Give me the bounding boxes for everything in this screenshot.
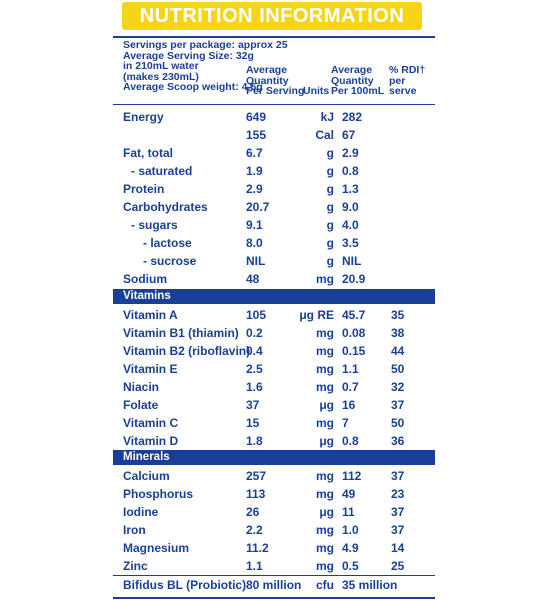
nutrient-name: Vitamin B2 (riboflavin) [123, 344, 251, 358]
per-100ml-value: 0.08 [342, 326, 366, 340]
per-serving-value: 26 [246, 505, 260, 519]
per-100ml-value: 49 [342, 487, 356, 501]
rdi-value: 25 [391, 559, 405, 573]
unit: mg [316, 326, 334, 340]
nutrient-name: Vitamin C [123, 416, 179, 430]
nutrient-name: - lactose [143, 236, 192, 250]
rdi-value: 32 [391, 380, 405, 394]
vitamin-row-niacin [113, 378, 435, 396]
per-100ml-value: 7 [342, 416, 349, 430]
nutrient-name: Fat, total [123, 146, 173, 160]
unit: cfu [316, 578, 334, 592]
unit: mg [316, 541, 334, 555]
header-per-100ml-line2: Quantity [331, 74, 374, 87]
average-serving-size: Average Serving Size: 32g [123, 49, 254, 62]
per-serving-value: 0.4 [246, 344, 263, 358]
header-per-100ml-line1: Average [331, 64, 373, 76]
minerals-title: Minerals [123, 451, 170, 463]
per-100ml-value: 11 [342, 505, 355, 519]
unit: mg [316, 362, 334, 376]
unit: mg [316, 344, 334, 358]
header-per-100ml-line3: Per 100mL [331, 85, 385, 98]
nutrient-name: Magnesium [123, 541, 190, 555]
per-100ml-value: 4.0 [342, 218, 359, 232]
per-serving-value: 105 [246, 308, 267, 322]
rdi-value: 37 [391, 469, 405, 483]
nutrient-name: Energy [123, 110, 164, 124]
nutrition-title: NUTRITION INFORMATION [122, 2, 422, 30]
rdi-value: 37 [391, 398, 405, 412]
vitamins-title: Vitamins [123, 290, 171, 302]
nutrient-row-carbohydrates [113, 198, 435, 216]
per-serving-value: 80 million [246, 578, 302, 592]
unit: mg [316, 272, 334, 286]
per-100ml-value: 0.15 [342, 344, 366, 358]
unit: mg [316, 416, 334, 430]
mineral-row-iron [113, 521, 435, 539]
per-serving-value: 1.6 [246, 380, 263, 394]
vitamin-row-b1 [113, 324, 435, 342]
unit: g [326, 254, 334, 268]
per-100ml-value: 0.8 [342, 164, 359, 178]
rdi-value: 44 [391, 344, 405, 358]
mineral-row-magnesium [113, 539, 435, 557]
per-100ml-value: 4.9 [342, 541, 359, 555]
header-rdi-line2: per serve [389, 74, 417, 98]
header-per-serving [246, 65, 304, 97]
vitamin-row-folate [113, 396, 435, 414]
nutrient-name: Phosphorus [123, 487, 194, 501]
nutrient-name: Vitamin B1 (thiamin) [123, 326, 239, 340]
per-serving-value: 155 [246, 128, 267, 142]
header-rdi-line1: % RDI† [389, 64, 426, 76]
nutrient-name: Carbohydrates [123, 200, 208, 214]
per-100ml-value: 3.5 [342, 236, 359, 250]
per-serving-value: 1.9 [246, 164, 263, 178]
rdi-value: 50 [391, 362, 405, 376]
rdi-value: 50 [391, 416, 405, 430]
per-100ml-value: 16 [342, 398, 356, 412]
servings-per-package: Servings per package: approx 25 [123, 39, 288, 51]
unit: mg [316, 523, 334, 537]
mineral-row-phosphorus [113, 485, 435, 503]
vitamin-row-c [113, 414, 435, 432]
per-100ml-value: 282 [342, 110, 363, 124]
nutrient-name: Zinc [123, 559, 148, 573]
nutrient-row-lactose [113, 234, 435, 252]
per-serving-value: 37 [246, 398, 260, 412]
per-serving-value: 20.7 [246, 200, 270, 214]
serving-makes: (makes 230mL) [123, 70, 199, 83]
per-100ml-value: 0.8 [342, 434, 359, 448]
rdi-value: 35 [391, 308, 405, 322]
nutrient-name: Niacin [123, 380, 160, 394]
nutrient-row-sodium [113, 270, 435, 288]
unit: mg [316, 487, 334, 501]
vitamin-row-b2 [113, 342, 435, 360]
top-divider [113, 36, 435, 38]
unit: μg RE [299, 308, 334, 322]
header-per-100ml [331, 65, 384, 97]
per-100ml-value: 1.3 [342, 182, 359, 196]
unit: g [326, 146, 334, 160]
bottom-divider [113, 597, 435, 599]
nutrient-name: Calcium [123, 469, 170, 483]
header-rdi [389, 65, 435, 97]
header-units: Units [303, 85, 330, 97]
nutrient-row-protein [113, 180, 435, 198]
nutrient-name: - sucrose [143, 254, 197, 268]
vitamins-section-header [113, 289, 435, 304]
nutrient-name: Vitamin D [123, 434, 179, 448]
per-serving-value: 15 [246, 416, 260, 430]
per-100ml-value: 45.7 [342, 308, 366, 322]
per-serving-value: 11.2 [246, 541, 269, 555]
rdi-value: 37 [391, 505, 405, 519]
unit: mg [316, 380, 334, 394]
per-serving-value: 9.1 [246, 218, 263, 232]
per-serving-value: NIL [246, 254, 266, 268]
per-serving-value: 2.2 [246, 523, 263, 537]
unit: μg [319, 398, 334, 412]
unit: g [326, 164, 334, 178]
unit: μg [319, 434, 334, 448]
vitamin-row-a [113, 306, 435, 324]
unit: g [326, 200, 334, 214]
per-serving-value: 8.0 [246, 236, 263, 250]
nutrient-name: Bifidus BL (Probiotic) [123, 578, 247, 592]
rdi-value: 37 [391, 523, 405, 537]
nutrient-name: Protein [123, 182, 165, 196]
header-per-serving-line2: Quantity [246, 74, 289, 87]
rdi-value: 23 [391, 487, 405, 501]
unit: μg [319, 505, 334, 519]
header-per-serving-line1: Average [246, 64, 288, 76]
nutrient-name: Sodium [123, 272, 167, 286]
per-100ml-value: 20.9 [342, 272, 366, 286]
rdi-value: 38 [391, 326, 405, 340]
per-100ml-value: 2.9 [342, 146, 359, 160]
unit: kJ [320, 110, 334, 124]
per-serving-value: 48 [246, 272, 260, 286]
nutrition-panel [113, 0, 435, 598]
per-100ml-value: 1.0 [342, 523, 359, 537]
vitamin-row-d [113, 432, 435, 450]
serving-water: in 210mL water [123, 60, 199, 73]
nutrient-row-fat [113, 144, 435, 162]
nutrient-row-energy-cal [113, 126, 435, 144]
per-serving-value: 6.7 [246, 146, 263, 160]
per-100ml-value: 9.0 [342, 200, 359, 214]
mineral-row-iodine [113, 503, 435, 521]
average-scoop-weight: Average Scoop weight: 4.6g [123, 81, 263, 94]
nutrient-name: Vitamin A [123, 308, 178, 322]
nutrient-name: - sugars [131, 218, 178, 232]
rdi-value: 14 [391, 541, 405, 555]
header-divider [113, 104, 435, 105]
nutrient-row-energy-kj [113, 108, 435, 126]
nutrient-name: - saturated [131, 164, 193, 178]
per-100ml-value: 0.5 [342, 559, 359, 573]
unit: g [326, 218, 334, 232]
per-serving-value: 113 [246, 487, 266, 501]
per-100ml-value: 112 [342, 469, 362, 483]
per-serving-value: 257 [246, 469, 267, 483]
per-100ml-value: 67 [342, 128, 356, 142]
per-100ml-value: 35 million [342, 578, 398, 592]
nutrient-row-sugars [113, 216, 435, 234]
unit: mg [316, 469, 334, 483]
nutrient-name: Iodine [123, 505, 159, 519]
per-100ml-value: 1.1 [342, 362, 359, 376]
vitamin-row-e [113, 360, 435, 378]
per-serving-value: 649 [246, 110, 267, 124]
nutrient-name: Iron [123, 523, 146, 537]
per-100ml-value: 0.7 [342, 380, 359, 394]
unit: g [326, 236, 334, 250]
per-serving-value: 1.1 [246, 559, 263, 573]
rdi-value: 36 [391, 434, 405, 448]
mineral-row-zinc [113, 557, 435, 575]
per-serving-value: 2.9 [246, 182, 263, 196]
per-serving-value: 2.5 [246, 362, 263, 376]
bifidus-row [113, 576, 435, 594]
unit: mg [316, 559, 334, 573]
nutrient-name: Vitamin E [123, 362, 178, 376]
nutrient-row-saturated [113, 162, 435, 180]
per-serving-value: 1.8 [246, 434, 263, 448]
minerals-section-header [113, 450, 435, 465]
mineral-row-calcium [113, 467, 435, 485]
nutrient-name: Folate [123, 398, 159, 412]
header-per-serving-line3: Per Serving [246, 85, 305, 98]
unit: g [326, 182, 334, 196]
per-100ml-value: NIL [342, 254, 362, 268]
unit: Cal [315, 128, 334, 142]
per-serving-value: 0.2 [246, 326, 263, 340]
nutrient-row-sucrose [113, 252, 435, 270]
